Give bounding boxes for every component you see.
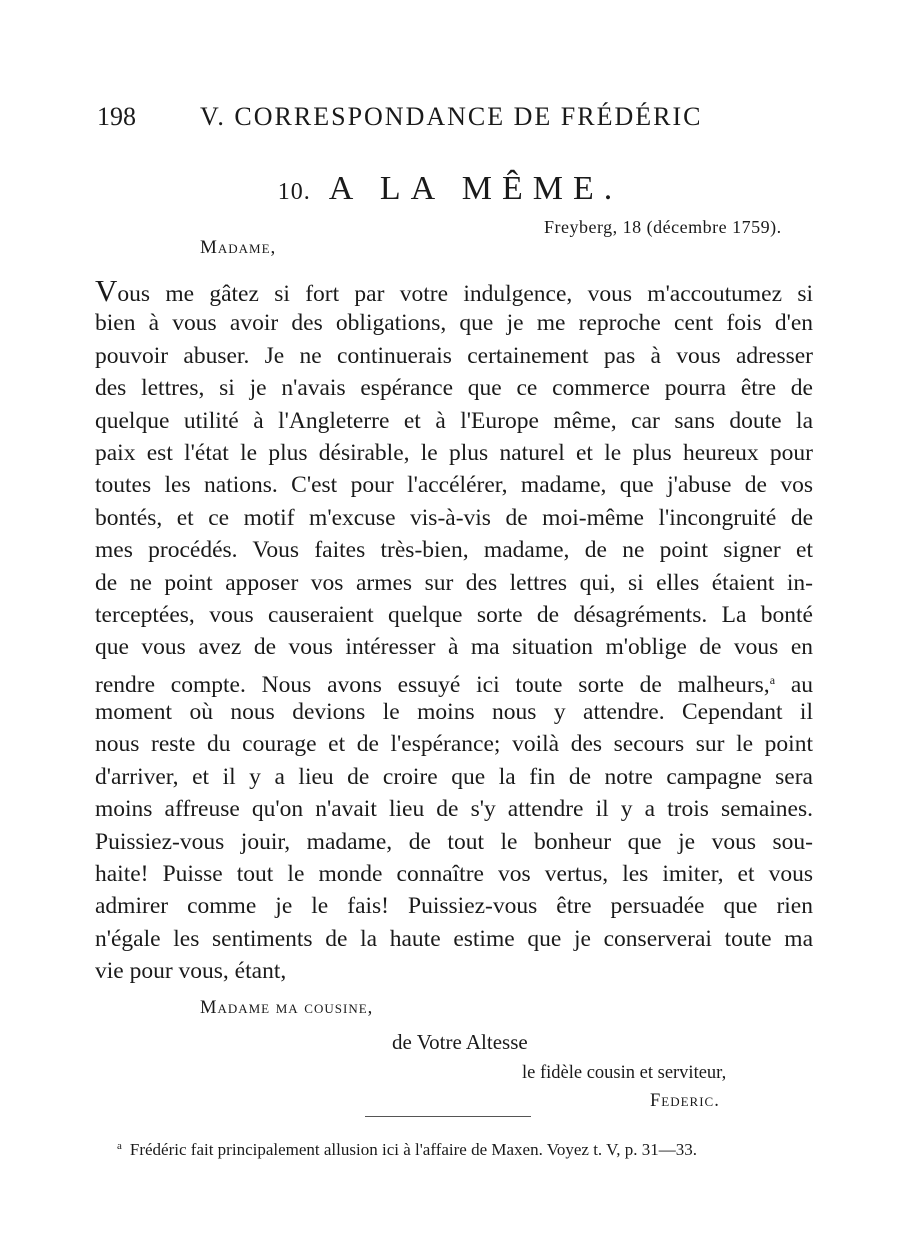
body-line: moins affreuse qu'on n'avait lieu de s'y attendre il y a trois semaines. [95, 796, 813, 823]
salutation: Madame, [200, 237, 277, 258]
closing-line: de Votre Altesse [392, 1030, 528, 1054]
footnote-rule [365, 1116, 531, 1117]
dateline: Freyberg, 18 (décembre 1759). [544, 217, 782, 237]
letter-number: 10. [277, 179, 311, 205]
body-line: Puissiez-vous jouir, madame, de tout le bonheur que je vous sou- [95, 828, 813, 855]
footnote-marker: a [117, 1140, 122, 1152]
body-line: n'égale les sentiments de la haute estime que je conserverai toute ma [95, 925, 813, 952]
body-line: paix est l'état le plus désirable, le plus naturel et le plus heureux pour [95, 439, 813, 466]
body-line: nous reste du courage et de l'espérance; voilà des secours sur le point [95, 731, 813, 758]
body-line: admirer comme je le fais! Puissiez-vous être persuadée que rien [95, 893, 813, 920]
signature: Federic. [650, 1091, 720, 1111]
body-line: moment où nous devions le moins nous y attendre. Cependant il [95, 699, 813, 726]
running-head: V. CORRESPONDANCE DE FRÉDÉRIC [200, 102, 703, 131]
footnote-text: Frédéric fait principalement allusion ici à l'affaire de Maxen. Voyez t. V, p. 31—33. [129, 1140, 697, 1159]
body-line: que vous avez de vous intéresser à ma situation m'oblige de vous en [95, 634, 813, 661]
body-line: pouvoir abuser. Je ne continuerais certainement pas à vous adresser [95, 342, 813, 369]
closing-salutation: Madame ma cousine, [200, 998, 374, 1018]
body-line: des lettres, si je n'avais espérance que ce commerce pourra être de [95, 375, 813, 402]
body-line: vie pour vous, étant, [95, 958, 287, 985]
footnote-reference: a [769, 672, 776, 687]
body-line: bontés, et ce motif m'excuse vis-à-vis de moi-même l'incongruité de [95, 504, 813, 531]
body-line: d'arriver, et il y a lieu de croire que la fin de notre campagne sera [95, 763, 813, 790]
closing-line: le fidèle cousin et serviteur, [522, 1063, 727, 1083]
body-line: rendre compte. Nous avons essuyé ici toute sorte de malheurs,$^a$ au [95, 671, 813, 698]
letter-body [95, 275, 813, 988]
footnote [117, 1140, 697, 1160]
body-line: Vous me gâtez si fort par votre indulgence, vous m'accoutumez si [95, 273, 813, 308]
body-line: toutes les nations. C'est pour l'accélérer, madame, que j'abuse de vos [95, 472, 813, 499]
body-line: bien à vous avoir des obligations, que je me reproche cent fois d'en [95, 310, 813, 337]
letter-title-text: A LA MÊME. [328, 170, 623, 207]
body-line: mes procédés. Vous faites très-bien, madame, de ne point signer et [95, 537, 813, 564]
drop-initial: V [95, 273, 118, 308]
body-line: terceptées, vous causeraient quelque sorte de désagréments. La bonté [95, 601, 813, 628]
body-line: de ne point apposer vos armes sur des lettres qui, si elles étaient in- [95, 569, 813, 596]
letter-title [0, 170, 900, 208]
page-number: 198 [97, 102, 136, 131]
body-line: haite! Puisse tout le monde connaître vos vertus, les imiter, et vous [95, 861, 813, 888]
body-line: quelque utilité à l'Angleterre et à l'Europe même, car sans doute la [95, 407, 813, 434]
